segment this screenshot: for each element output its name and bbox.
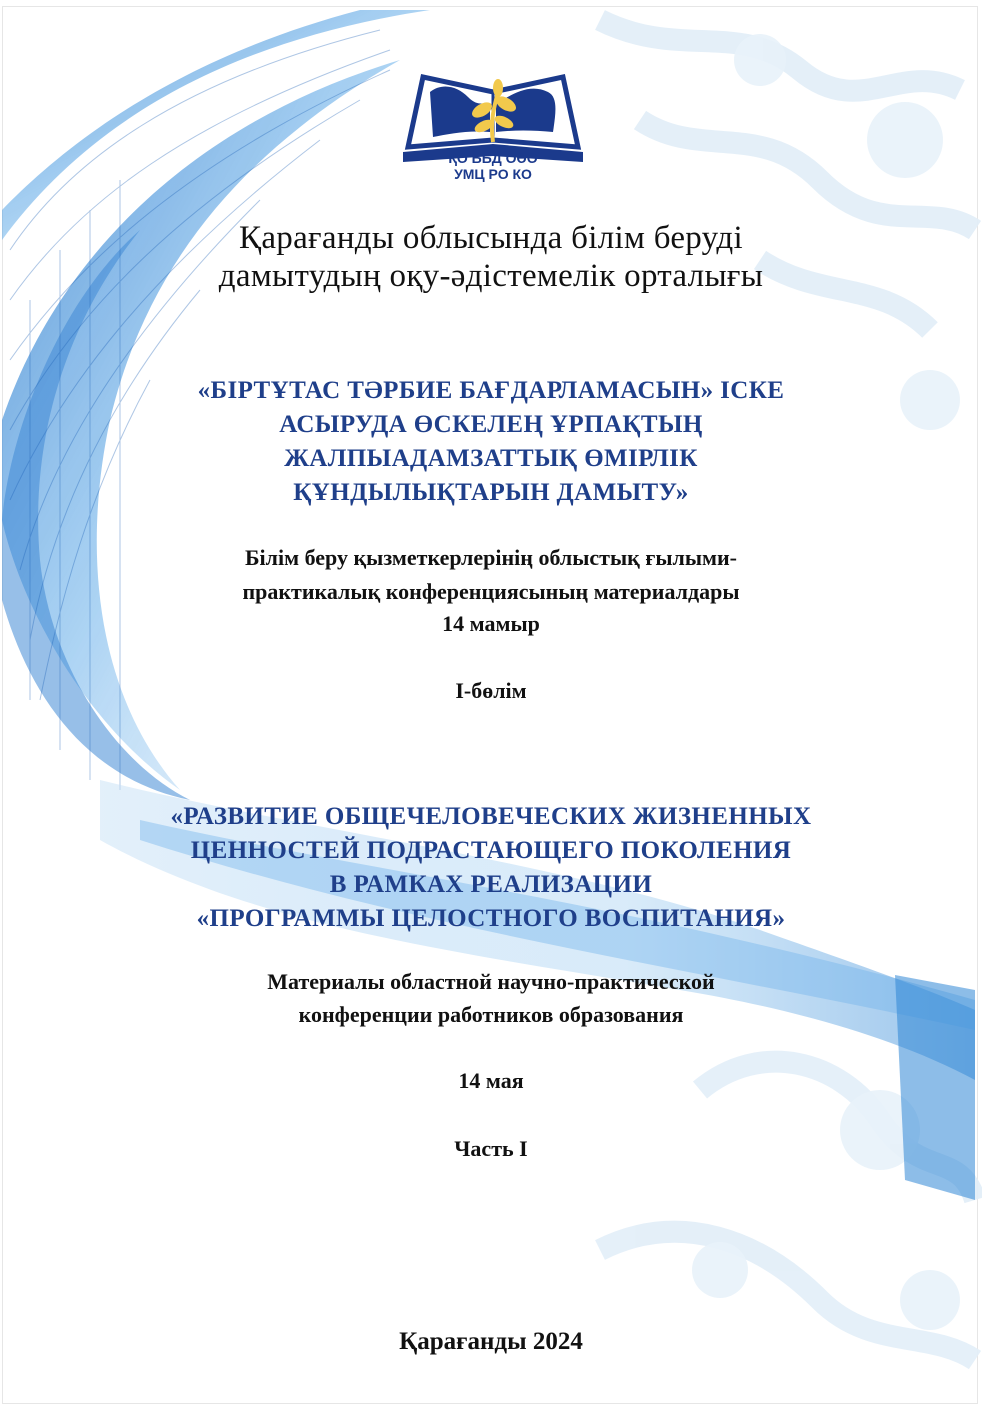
ru-subtitle-line-2: конференции работников образования	[298, 1002, 684, 1027]
kz-title-line-4: ҚҰНДЫЛЫҚТАРЫН ДАМЫТУ»	[293, 479, 689, 506]
kz-part: I-бөлім	[455, 678, 527, 703]
place-and-year: Қарағанды 2024	[399, 1328, 583, 1355]
ru-subtitle-line-1: Материалы областной научно-практической	[267, 969, 715, 994]
logo-text-ru: УМЦ РО КО	[454, 166, 532, 182]
ru-title-line-2: ЦЕННОСТЕЙ ПОДРАСТАЮЩЕГО ПОКОЛЕНИЯ	[190, 837, 792, 864]
ru-title-line-3: В РАМКАХ РЕАЛИЗАЦИИ	[329, 871, 653, 898]
kz-subtitle-line-1: Білім беру қызметкерлерінің облыстық ғылыми-	[244, 545, 738, 570]
ru-title-line-1: «РАЗВИТИЕ ОБЩЕЧЕЛОВЕЧЕСКИХ ЖИЗНЕННЫХ	[170, 803, 812, 830]
kz-title-line-2: АСЫРУДА ӨСКЕЛЕҢ ҰРПАҚТЫҢ	[279, 411, 703, 438]
kz-date: 14 мамыр	[442, 611, 540, 636]
ru-date: 14 мая	[458, 1068, 524, 1093]
organization-line-2: дамытудың оқу-әдістемелік орталығы	[218, 258, 764, 294]
kz-title-line-3: ЖАЛПЫАДАМЗАТТЫҚ ӨМІРЛІК	[284, 445, 698, 472]
organization-line-1: Қарағанды облысында білім беруді	[239, 220, 743, 256]
kz-title-line-1: «БІРТҰТАС ТӘРБИЕ БАҒДАРЛАМАСЫН» ІСКЕ	[197, 377, 785, 404]
logo-text-kz: ҚО ББД ОӘО	[448, 150, 538, 166]
kz-subtitle-line-2: практикалық конференциясының материалдары	[242, 579, 740, 604]
ru-part: Часть I	[454, 1136, 528, 1161]
ru-title-line-4: «ПРОГРАММЫ ЦЕЛОСТНОГО ВОСПИТАНИЯ»	[196, 905, 786, 932]
